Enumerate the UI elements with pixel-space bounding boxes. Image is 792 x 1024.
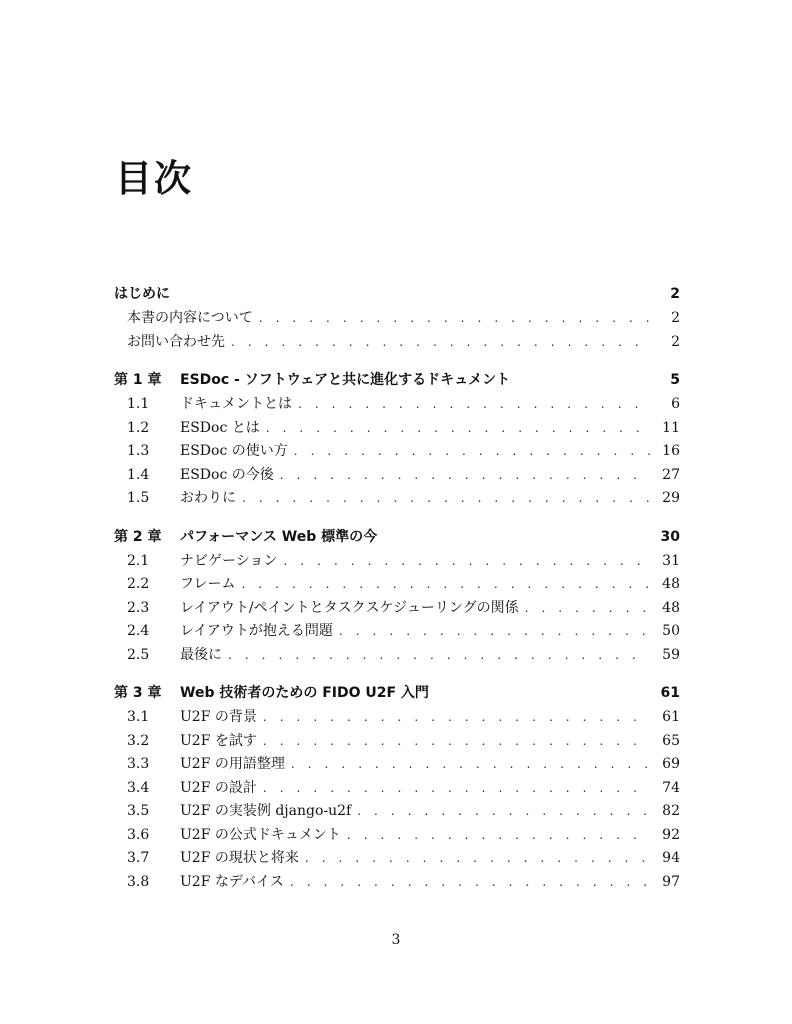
chapter-title: はじめに — [114, 286, 170, 302]
section-number: 1.4 — [127, 466, 150, 483]
dot-leader — [294, 440, 650, 464]
dot-leader — [290, 871, 650, 895]
toc-section — [114, 368, 680, 511]
section-title: U2F なデバイス — [180, 873, 284, 890]
page-number: 3 — [391, 932, 401, 948]
section-number: 3.1 — [127, 709, 150, 725]
table-of-contents — [114, 282, 680, 908]
section-page-number: 69 — [662, 756, 680, 772]
toc-entry[interactable] — [114, 487, 680, 511]
toc-chapter-heading[interactable] — [114, 368, 680, 393]
section-page-number: 94 — [662, 850, 680, 866]
dot-leader — [231, 331, 650, 355]
section-number: 2.2 — [127, 576, 150, 592]
section-page-number: 11 — [662, 419, 680, 436]
section-page-number: 59 — [662, 646, 680, 663]
dot-leader — [228, 644, 650, 668]
section-page-number: 29 — [662, 490, 680, 506]
dot-leader — [263, 706, 650, 730]
toc-entry[interactable] — [114, 620, 680, 644]
chapter-title: Web 技術者のための FIDO U2F 入門 — [180, 685, 429, 701]
dot-leader — [263, 730, 650, 754]
section-title: ドキュメントとは — [180, 396, 292, 412]
dot-leader — [357, 800, 650, 824]
toc-section — [114, 681, 680, 894]
section-title: おわりに — [180, 490, 236, 506]
section-number: 2.1 — [127, 552, 150, 569]
section-number: 2.5 — [127, 646, 150, 663]
section-title: レイアウトが抱える問題 — [180, 623, 333, 639]
section-page-number: 92 — [662, 826, 680, 843]
section-number: 1.2 — [127, 419, 150, 436]
dot-leader — [291, 753, 650, 777]
section-title: U2F の設計 — [180, 779, 257, 796]
section-page-number: 82 — [662, 803, 680, 819]
section-number: 3.7 — [127, 850, 150, 866]
dot-leader — [266, 417, 650, 441]
section-number: 3.6 — [127, 826, 150, 843]
chapter-title: ESDoc - ソフトウェアと共に進化するドキュメント — [180, 372, 511, 388]
toc-entry[interactable] — [114, 706, 680, 730]
section-page-number: 16 — [662, 443, 680, 459]
section-page-number: 50 — [662, 623, 680, 639]
dot-leader — [263, 777, 650, 801]
section-number: 3.8 — [127, 873, 150, 890]
chapter-number: 第 3 章 — [114, 685, 162, 701]
dot-leader — [305, 847, 650, 871]
dot-leader — [339, 620, 650, 644]
section-number: 3.4 — [127, 779, 150, 796]
section-title: ESDoc とは — [180, 419, 260, 436]
chapter-page-number: 30 — [660, 528, 680, 545]
toc-entry[interactable] — [114, 464, 680, 488]
dot-leader — [280, 464, 650, 488]
section-title: U2F の実装例 django-u2f — [180, 803, 352, 819]
toc-entry[interactable] — [114, 644, 680, 668]
section-title: フレーム — [180, 576, 236, 592]
section-number: 1.1 — [127, 396, 150, 412]
toc-entry[interactable] — [114, 307, 680, 331]
section-title: ナビゲーション — [180, 552, 278, 569]
toc-entry[interactable] — [114, 393, 680, 417]
dot-leader — [347, 824, 650, 848]
section-page-number: 2 — [671, 333, 680, 350]
section-page-number: 6 — [671, 396, 680, 412]
toc-entry[interactable] — [114, 597, 680, 621]
section-page-number: 48 — [662, 576, 680, 592]
toc-section — [114, 525, 680, 668]
dot-leader — [298, 393, 650, 417]
dot-leader — [242, 487, 650, 511]
dot-leader — [283, 550, 650, 574]
toc-entry[interactable] — [114, 440, 680, 464]
section-title: U2F の背景 — [180, 709, 257, 725]
chapter-number: 第 2 章 — [114, 528, 162, 545]
section-number: 2.4 — [127, 623, 150, 639]
section-page-number: 65 — [662, 732, 680, 749]
section-title: 最後に — [180, 646, 222, 663]
section-page-number: 48 — [662, 599, 680, 616]
page-title: 目次 — [115, 157, 193, 200]
toc-entry[interactable] — [114, 730, 680, 754]
chapter-page-number: 2 — [670, 286, 680, 302]
chapter-number: 第 1 章 — [114, 372, 162, 388]
section-page-number: 31 — [662, 552, 680, 569]
section-title: U2F の現状と将来 — [180, 850, 299, 866]
toc-entry[interactable] — [114, 753, 680, 777]
toc-chapter-heading[interactable] — [114, 525, 680, 550]
section-number: 3.3 — [127, 756, 150, 772]
section-title: ESDoc の使い方 — [180, 443, 288, 459]
toc-chapter-heading[interactable] — [114, 282, 680, 307]
section-number: 2.3 — [127, 599, 150, 616]
toc-entry[interactable] — [114, 550, 680, 574]
section-page-number: 27 — [662, 466, 680, 483]
toc-entry[interactable] — [114, 331, 680, 355]
chapter-page-number: 5 — [670, 372, 680, 388]
toc-entry[interactable] — [114, 573, 680, 597]
toc-entry[interactable] — [114, 824, 680, 848]
section-title: お問い合わせ先 — [127, 333, 225, 350]
section-page-number: 97 — [662, 873, 680, 890]
section-number: 1.3 — [127, 443, 150, 459]
section-title: U2F を試す — [180, 732, 257, 749]
section-page-number: 2 — [671, 310, 680, 326]
dot-leader — [525, 597, 650, 621]
section-title: レイアウト/ペイントとタスクスケジューリングの関係 — [180, 599, 519, 616]
toc-chapter-heading[interactable] — [114, 681, 680, 706]
section-number: 3.5 — [127, 803, 150, 819]
toc-entry[interactable] — [114, 847, 680, 871]
section-page-number: 61 — [662, 709, 680, 725]
dot-leader — [241, 573, 650, 597]
toc-entry[interactable] — [114, 800, 680, 824]
section-number: 3.2 — [127, 732, 150, 749]
section-title: 本書の内容について — [127, 310, 253, 326]
toc-entry[interactable] — [114, 777, 680, 801]
section-title: ESDoc の今後 — [180, 466, 274, 483]
section-title: U2F の用語整理 — [180, 756, 285, 772]
toc-section — [114, 282, 680, 354]
chapter-page-number: 61 — [660, 685, 680, 701]
toc-entry[interactable] — [114, 417, 680, 441]
toc-entry[interactable] — [114, 871, 680, 895]
section-page-number: 74 — [662, 779, 680, 796]
chapter-title: パフォーマンス Web 標準の今 — [180, 528, 378, 545]
section-number: 1.5 — [127, 490, 150, 506]
dot-leader — [259, 307, 650, 331]
section-title: U2F の公式ドキュメント — [180, 826, 341, 843]
